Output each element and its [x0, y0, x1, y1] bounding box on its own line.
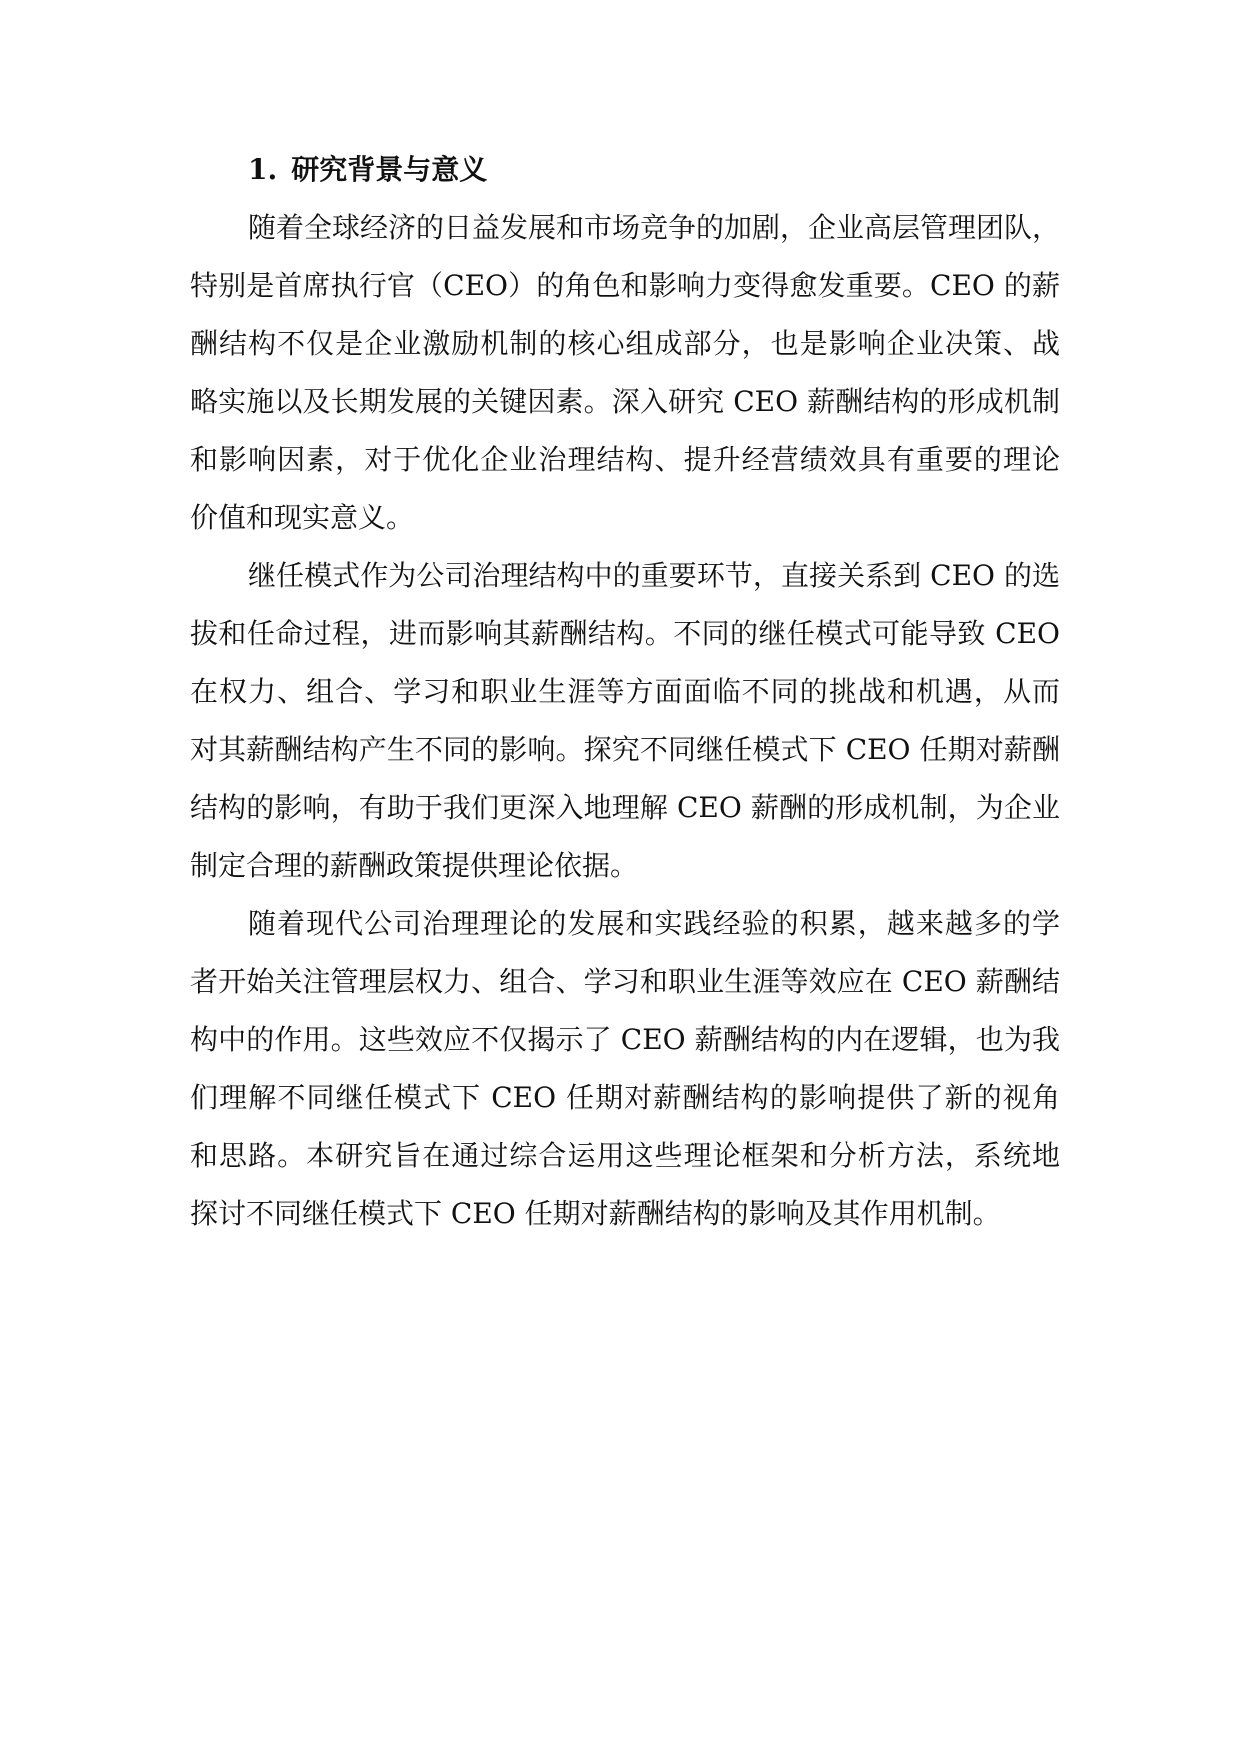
- paragraph-1-line-5: 和影响因素，对于优化企业治理结构、提升经营绩效具有重要的理论: [190, 443, 1060, 476]
- paragraph-3-line-2: 者开始关注管理层权力、组合、学习和职业生涯等效应在 CEO 薪酬结: [190, 965, 1060, 998]
- paragraph-3-line-3: 构中的作用。这些效应不仅揭示了 CEO 薪酬结构的内在逻辑，也为我: [190, 1023, 1060, 1056]
- paragraph-2-line-2: 拔和任命过程，进而影响其薪酬结构。不同的继任模式可能导致 CEO: [190, 617, 1060, 650]
- paragraph-2-line-3: 在权力、组合、学习和职业生涯等方面面临不同的挑战和机遇，从而: [190, 675, 1060, 708]
- paragraph-1-line-1: 随着全球经济的日益发展和市场竞争的加剧，企业高层管理团队，: [248, 211, 1060, 244]
- paragraph-1-line-6: 价值和现实意义。: [190, 501, 415, 534]
- paragraph-1-line-2: 特别是首席执行官（CEO）的角色和影响力变得愈发重要。CEO 的薪: [190, 269, 1060, 302]
- paragraph-3-line-5: 和思路。本研究旨在通过综合运用这些理论框架和分析方法，系统地: [190, 1139, 1060, 1172]
- paragraph-1-line-3: 酬结构不仅是企业激励机制的核心组成部分，也是影响企业决策、战: [190, 327, 1060, 360]
- paragraph-2-line-4: 对其薪酬结构产生不同的影响。探究不同继任模式下 CEO 任期对薪酬: [190, 733, 1060, 766]
- paragraph-2-line-1: 继任模式作为公司治理结构中的重要环节，直接关系到 CEO 的选: [248, 559, 1060, 592]
- paragraph-3-line-4: 们理解不同继任模式下 CEO 任期对薪酬结构的影响提供了新的视角: [190, 1081, 1060, 1114]
- paragraph-3-line-1: 随着现代公司治理理论的发展和实践经验的积累，越来越多的学: [248, 907, 1060, 940]
- section-title: 研究背景与意义: [291, 153, 488, 186]
- section-heading: [248, 150, 487, 190]
- paragraph-3-line-6: 探讨不同继任模式下 CEO 任期对薪酬结构的影响及其作用机制。: [190, 1197, 1001, 1230]
- paragraph-2-line-5: 结构的影响，有助于我们更深入地理解 CEO 薪酬的形成机制，为企业: [190, 791, 1060, 824]
- paragraph-2-line-6: 制定合理的薪酬政策提供理论依据。: [190, 849, 639, 882]
- paragraph-1-line-4: 略实施以及长期发展的关键因素。深入研究 CEO 薪酬结构的形成机制: [190, 385, 1060, 418]
- section-number: 1.: [248, 153, 278, 186]
